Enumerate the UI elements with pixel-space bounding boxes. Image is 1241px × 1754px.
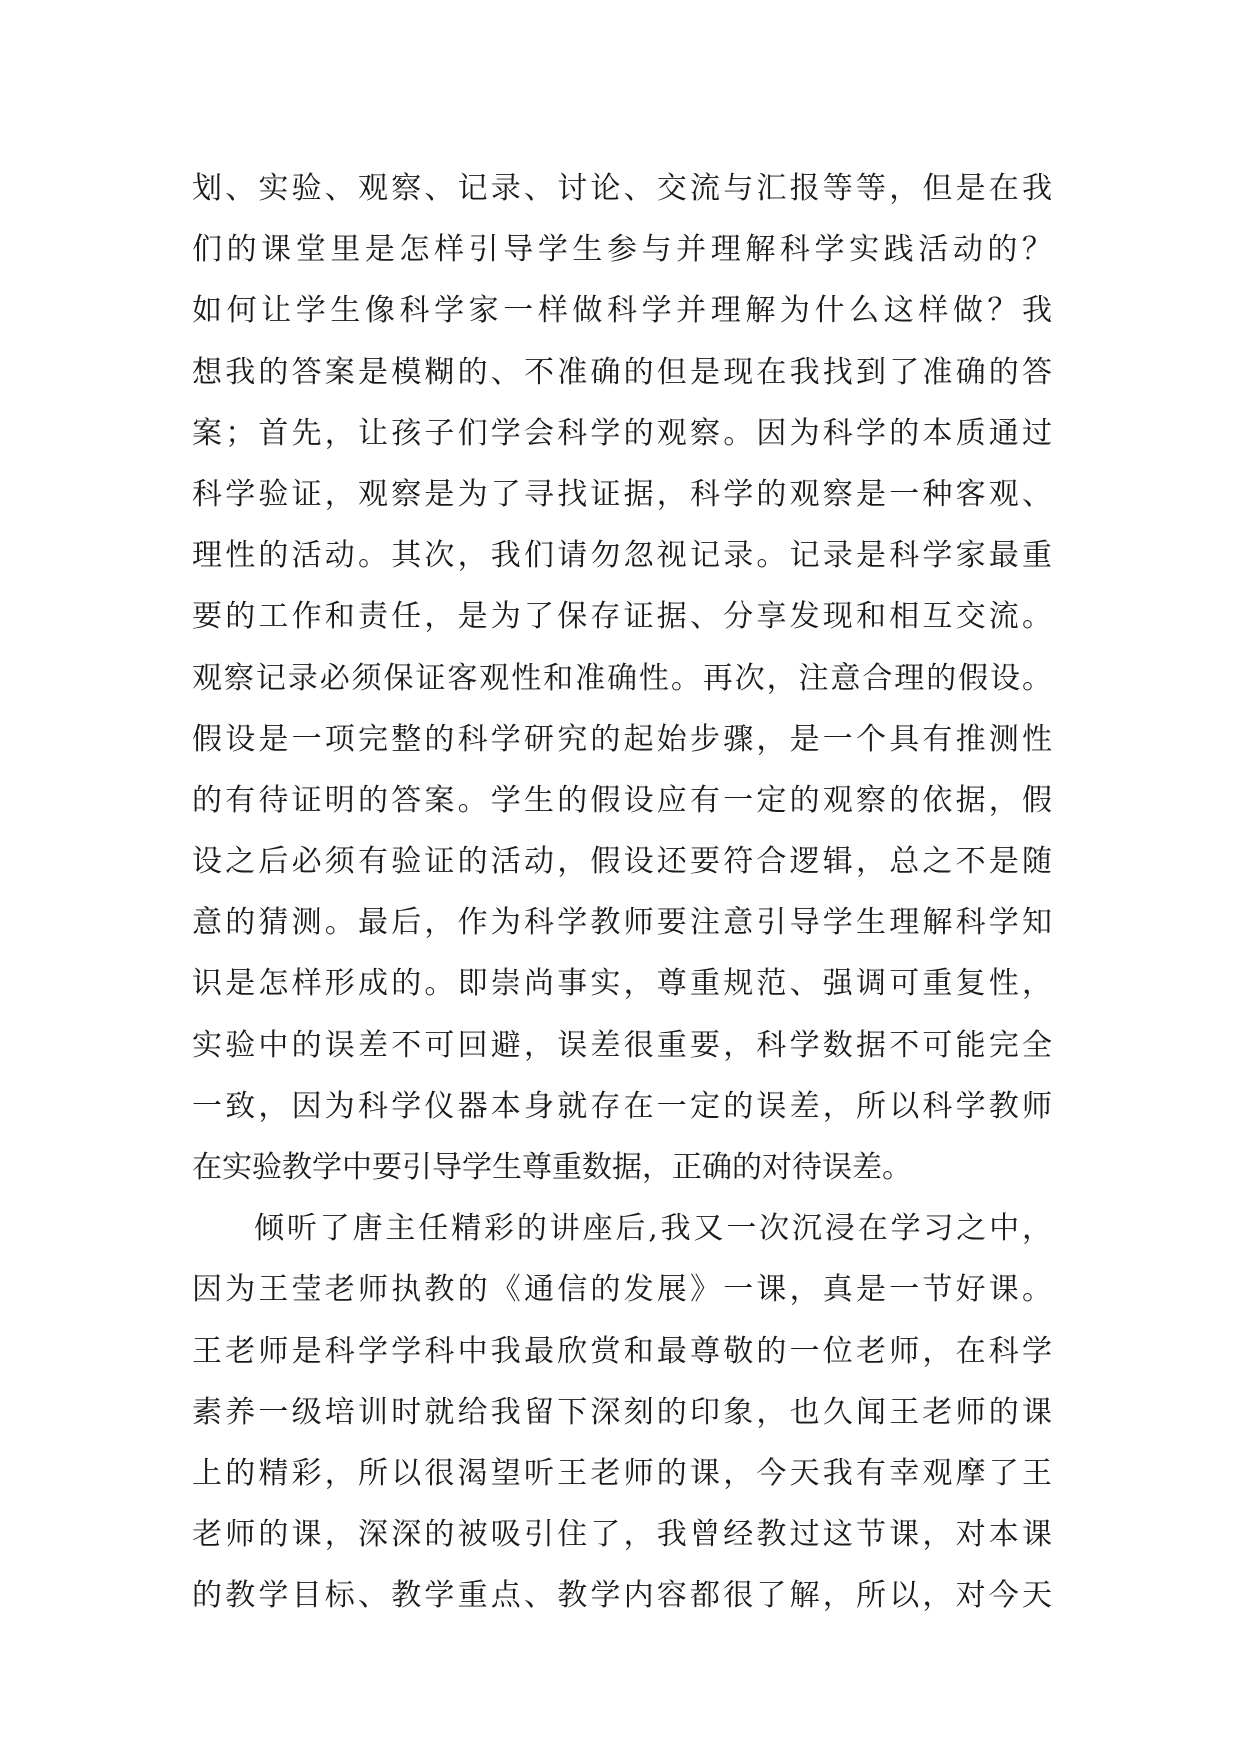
text-line: 的有待证明的答案。学生的假设应有一定的观察的依据，假 [192, 782, 1052, 818]
text-line: 上的精彩，所以很渴望听王老师的课，今天我有幸观摩了王 [192, 1455, 1052, 1491]
text-line: 案；首先，让孩子们学会科学的观察。因为科学的本质通过 [192, 415, 1052, 451]
text-line: 的教学目标、教学重点、教学内容都很了解，所以，对今天 [192, 1578, 1052, 1614]
text-line: 素养一级培训时就给我留下深刻的印象，也久闻王老师的课 [192, 1394, 1052, 1430]
paragraph-end-line: 在实验教学中要引导学生尊重数据，正确的对待误差。 [192, 1150, 912, 1185]
text-line: 观察记录必须保证客观性和准确性。再次，注意合理的假设。 [192, 660, 1052, 696]
text-line: 划、实验、观察、记录、讨论、交流与汇报等等，但是在我 [192, 171, 1052, 206]
text-line: 一致，因为科学仪器本身就存在一定的误差，所以科学教师 [192, 1088, 1052, 1124]
text-line: 意的猜测。最后，作为科学教师要注意引导学生理解科学知 [192, 905, 1052, 941]
text-line: 如何让学生像科学家一样做科学并理解为什么这样做？我 [192, 293, 1052, 329]
paragraph-start-line: 倾听了唐主任精彩的讲座后,我又一次沉浸在学习之中， [254, 1211, 1052, 1247]
text-line: 要的工作和责任，是为了保存证据、分享发现和相互交流。 [192, 599, 1052, 635]
body-text [192, 158, 1052, 1627]
text-line: 们的课堂里是怎样引导学生参与并理解科学实践活动的？ [192, 232, 1052, 268]
text-line: 因为王莹老师执教的《通信的发展》一课，真是一节好课。 [192, 1272, 1052, 1308]
text-line: 老师的课，深深的被吸引住了，我曾经教过这节课，对本课 [192, 1517, 1052, 1553]
text-line: 实验中的误差不可回避，误差很重要，科学数据不可能完全 [192, 1027, 1052, 1063]
text-line: 假设是一项完整的科学研究的起始步骤，是一个具有推测性 [192, 721, 1052, 757]
text-line: 识是怎样形成的。即崇尚事实，尊重规范、强调可重复性， [192, 966, 1052, 1002]
text-line: 设之后必须有验证的活动，假设还要符合逻辑，总之不是随 [192, 844, 1052, 880]
text-line: 想我的答案是模糊的、不准确的但是现在我找到了准确的答 [192, 354, 1052, 390]
text-line: 王老师是科学学科中我最欣赏和最尊敬的一位老师，在科学 [192, 1333, 1052, 1369]
text-line: 科学验证，观察是为了寻找证据，科学的观察是一种客观、 [192, 476, 1052, 512]
text-line: 理性的活动。其次，我们请勿忽视记录。记录是科学家最重 [192, 538, 1052, 574]
